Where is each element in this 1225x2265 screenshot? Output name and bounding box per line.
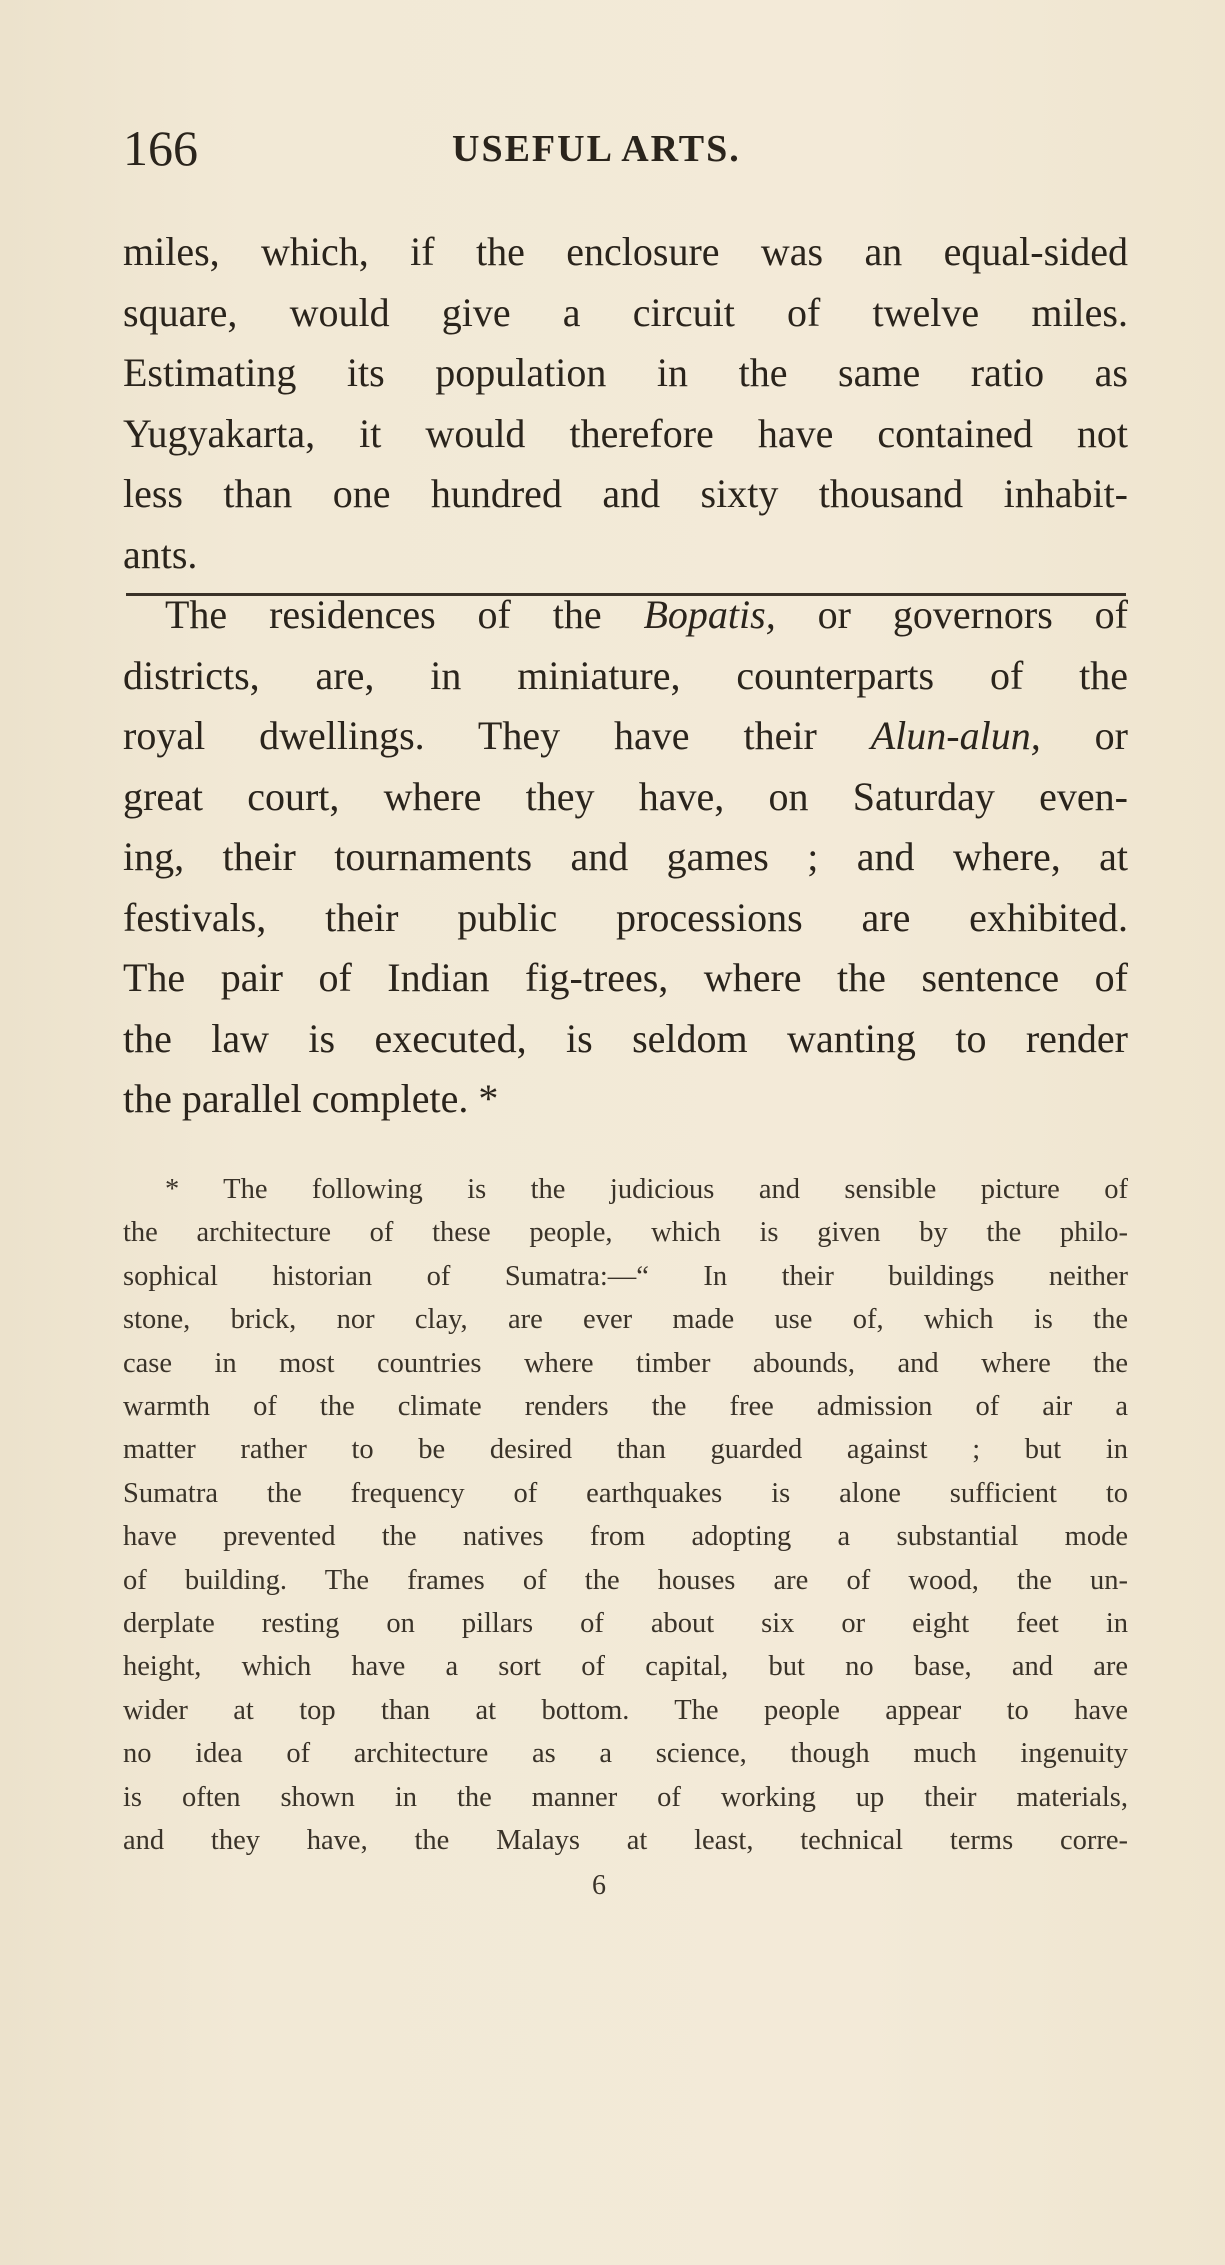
body-line: The pair of Indian fig-trees, where the sentence of bbox=[123, 955, 1128, 1000]
body-line: festivals, their public processions are exhibited. bbox=[123, 894, 1128, 940]
body-line: the law is executed, is seldom wanting to render bbox=[123, 1015, 1128, 1061]
footnote-line: and they have, the Malays at least, technical terms corre- bbox=[123, 1825, 1128, 1857]
footnote-line: matter rather to be desired than guarded against ; but in bbox=[123, 1434, 1128, 1466]
body-line: great court, where they have, on Saturday even- bbox=[123, 773, 1128, 819]
footnote-line: is often shown in the manner of working up their materials, bbox=[123, 1781, 1128, 1813]
body-line: Yugyakarta, it would therefore have contained not bbox=[123, 410, 1128, 456]
italic-term-alun-alun: Alun-alun, bbox=[870, 713, 1041, 758]
page-number: 166 bbox=[123, 120, 198, 176]
page-header bbox=[123, 118, 1128, 178]
footnote-line: have prevented the natives from adopting a substantial mode bbox=[123, 1521, 1128, 1553]
body-line: ants. bbox=[123, 531, 198, 577]
footnote-line: warmth of the climate renders the free admission of air a bbox=[123, 1391, 1128, 1423]
body-line-text: or governors of bbox=[775, 592, 1128, 637]
footnote-line: height, which have a sort of capital, but no base, and are bbox=[123, 1651, 1128, 1683]
footnote-line: derplate resting on pillars of about six or eight feet in bbox=[123, 1608, 1128, 1640]
body-line: ing, their tournaments and games ; and where, at bbox=[123, 834, 1128, 879]
footnote-line: of building. The frames of the houses are of wood, the un- bbox=[123, 1564, 1128, 1596]
bottom-margin bbox=[0, 1940, 1225, 2265]
body-line-text: or bbox=[1040, 713, 1128, 758]
footnote-line: case in most countries where timber abounds, and where the bbox=[123, 1347, 1128, 1379]
body-line-text: royal dwellings. They have their bbox=[123, 713, 871, 758]
footnote-line: Sumatra the frequency of earthquakes is alone sufficient to bbox=[123, 1477, 1128, 1509]
signature-mark: 6 bbox=[592, 1870, 606, 1901]
footnote-line: * The following is the judicious and sensible picture of bbox=[165, 1174, 1128, 1205]
body-line: Estimating its population in the same ratio as bbox=[123, 350, 1128, 395]
body-line: the parallel complete. * bbox=[123, 1076, 499, 1121]
body-line: miles, which, if the enclosure was an equal-sided bbox=[123, 229, 1128, 274]
running-head: USEFUL ARTS. bbox=[452, 128, 741, 170]
body-line bbox=[123, 706, 1128, 767]
footnote-line: the architecture of these people, which is given by the philo- bbox=[123, 1217, 1128, 1249]
footnote-line: no idea of architecture as a science, though much ingenuity bbox=[123, 1738, 1128, 1770]
body-line: districts, are, in miniature, counterparts of the bbox=[123, 652, 1128, 698]
body-line: square, would give a circuit of twelve miles. bbox=[123, 289, 1128, 335]
footnote-line: sophical historian of Sumatra:—“ In their buildings neither bbox=[123, 1260, 1128, 1292]
footnote-line: stone, brick, nor clay, are ever made use of, which is the bbox=[123, 1304, 1128, 1336]
footnote-rule bbox=[126, 593, 1126, 596]
body-line-text: The residences of the bbox=[165, 592, 644, 637]
main-paragraphs bbox=[123, 222, 1128, 1130]
footnote-line: wider at top than at bottom. The people appear to have bbox=[123, 1694, 1128, 1726]
body-line: less than one hundred and sixty thousand inhabit- bbox=[123, 471, 1128, 516]
italic-term-bopatis: Bopatis, bbox=[643, 592, 776, 637]
footnote bbox=[123, 1168, 1128, 1863]
